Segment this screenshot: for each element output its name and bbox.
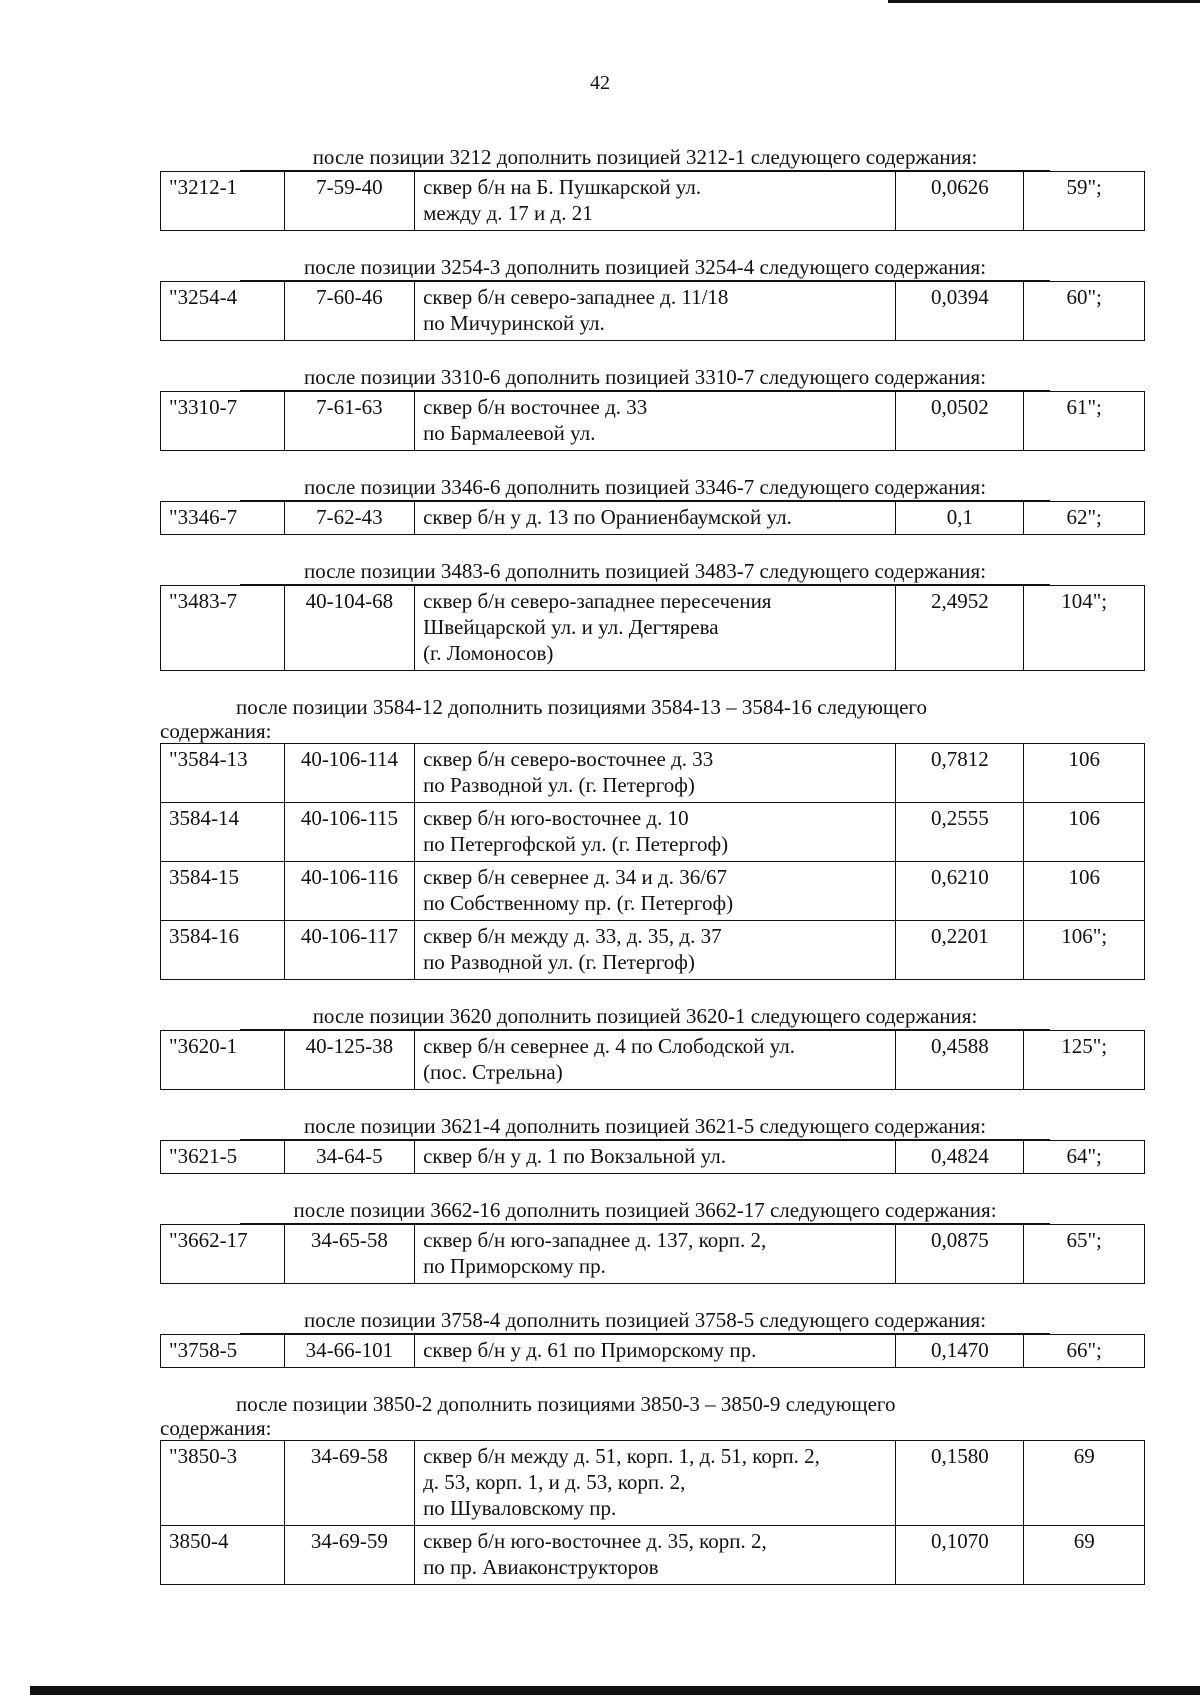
instruction-word: 3584-12 (372, 695, 443, 719)
table-row (161, 862, 1145, 921)
area-cell: 0,1 (896, 502, 1024, 535)
entries-table (160, 1440, 1145, 1585)
amendment-section (160, 1308, 1145, 1368)
amendment-instruction: после позиции 3254-3 дополнить позицией 3254-4 следующего содержания: (240, 255, 1050, 281)
description-line: по Приморскому пр. (423, 1254, 606, 1278)
registry-code-cell: 34-69-59 (284, 1526, 414, 1585)
area-cell: 0,7812 (896, 744, 1024, 803)
area-cell: 0,1580 (896, 1441, 1024, 1526)
registry-code-cell: 7-60-46 (284, 282, 414, 341)
position-number-cell: "3212-1 (161, 172, 285, 231)
position-number-cell: 3584-16 (161, 921, 285, 980)
instruction-word: 3850-3 – 3850-9 (640, 1392, 781, 1416)
instruction-word: после (236, 695, 288, 719)
description-line: между д. 17 и д. 21 (423, 201, 593, 225)
description-line: сквер б/н северо-западнее д. 11/18 (423, 285, 729, 309)
description-cell (415, 1441, 896, 1526)
description-line: сквер б/н между д. 33, д. 35, д. 37 (423, 924, 722, 948)
table-row (161, 392, 1145, 451)
description-line: сквер б/н между д. 51, корп. 1, д. 51, корп. 2, (423, 1444, 820, 1468)
position-number-cell: 3584-15 (161, 862, 285, 921)
reference-cell: 65"; (1024, 1225, 1145, 1284)
table-row (161, 744, 1145, 803)
registry-code-cell: 40-125-38 (284, 1031, 414, 1090)
area-cell: 0,6210 (896, 862, 1024, 921)
area-cell: 0,1070 (896, 1526, 1024, 1585)
description-cell (415, 862, 896, 921)
instruction-word: дополнить (437, 1392, 532, 1416)
instruction-word: следующего (785, 1392, 896, 1416)
area-cell: 0,1470 (896, 1335, 1024, 1368)
position-number-cell: "3662-17 (161, 1225, 285, 1284)
instruction-word: позиции (292, 1392, 368, 1416)
description-cell (415, 921, 896, 980)
entries-table (160, 171, 1145, 231)
description-line: сквер б/н у д. 13 по Ораниенбаумской ул. (423, 505, 792, 529)
entries-table (160, 743, 1145, 980)
instruction-word: позициями (547, 695, 646, 719)
instruction-word: 3850-2 (372, 1392, 433, 1416)
description-line: по Собственному пр. (г. Петергоф) (423, 891, 734, 915)
entries-table (160, 281, 1145, 341)
amendment-instruction: после позиции 3310-6 дополнить позицией 3310-7 следующего содержания: (240, 365, 1050, 391)
table-row (161, 502, 1145, 535)
registry-code-cell: 40-104-68 (284, 586, 414, 671)
instruction-word: позиции (292, 695, 368, 719)
instruction-word: после (236, 1392, 288, 1416)
description-cell (415, 1141, 896, 1174)
description-line: сквер б/н восточнее д. 33 (423, 395, 648, 419)
entries-table (160, 501, 1145, 535)
description-line: сквер б/н у д. 61 по Приморскому пр. (423, 1338, 757, 1362)
description-line: сквер б/н юго-восточнее д. 10 (423, 806, 689, 830)
position-number-cell: 3850-4 (161, 1526, 285, 1585)
description-cell (415, 502, 896, 535)
registry-code-cell: 40-106-114 (284, 744, 414, 803)
position-number-cell: 3584-14 (161, 803, 285, 862)
description-line: по Петергофской ул. (г. Петергоф) (423, 832, 729, 856)
description-cell (415, 586, 896, 671)
description-cell (415, 1225, 896, 1284)
area-cell: 0,4824 (896, 1141, 1024, 1174)
amendment-section (160, 559, 1145, 671)
position-number-cell: "3310-7 (161, 392, 285, 451)
description-line: д. 53, корп. 1, и д. 53, корп. 2, (423, 1470, 686, 1494)
table-row (161, 282, 1145, 341)
reference-cell: 106 (1024, 862, 1145, 921)
description-line: по Бармалеевой ул. (423, 421, 596, 445)
reference-cell: 64"; (1024, 1141, 1145, 1174)
reference-cell: 106"; (1024, 921, 1145, 980)
registry-code-cell: 7-62-43 (284, 502, 414, 535)
table-row (161, 1441, 1145, 1526)
reference-cell: 62"; (1024, 502, 1145, 535)
amendment-instruction (160, 695, 1145, 743)
table-row (161, 586, 1145, 671)
area-cell: 0,4588 (896, 1031, 1024, 1090)
description-cell (415, 392, 896, 451)
description-line: сквер б/н севернее д. 34 и д. 36/67 (423, 865, 728, 889)
table-row (161, 921, 1145, 980)
amendment-section (160, 695, 1145, 980)
entries-table (160, 585, 1145, 671)
registry-code-cell: 34-64-5 (284, 1141, 414, 1174)
description-line: Швейцарской ул. и ул. Дегтярева (423, 615, 719, 639)
area-cell: 0,0875 (896, 1225, 1024, 1284)
amendment-instruction: после позиции 3758-4 дополнить позицией 3758-5 следующего содержания: (240, 1308, 1050, 1334)
amendment-section (160, 365, 1145, 451)
description-line: по Разводной ул. (г. Петергоф) (423, 773, 695, 797)
reference-cell: 59"; (1024, 172, 1145, 231)
area-cell: 0,0626 (896, 172, 1024, 231)
amendment-instruction: после позиции 3212 дополнить позицией 3212-1 следующего содержания: (240, 145, 1050, 171)
registry-code-cell: 40-106-115 (284, 803, 414, 862)
description-line: сквер б/н у д. 1 по Вокзальной ул. (423, 1144, 726, 1168)
registry-code-cell: 7-61-63 (284, 392, 414, 451)
registry-code-cell: 34-69-58 (284, 1441, 414, 1526)
reference-cell: 69 (1024, 1441, 1145, 1526)
position-number-cell: "3850-3 (161, 1441, 285, 1526)
position-number-cell: "3758-5 (161, 1335, 285, 1368)
instruction-word: 3584-13 – 3584-16 (650, 695, 812, 719)
description-cell (415, 803, 896, 862)
description-line: по Разводной ул. (г. Петергоф) (423, 950, 695, 974)
amendment-section (160, 1198, 1145, 1284)
bottom-edge-line (30, 1686, 1200, 1695)
area-cell: 0,0394 (896, 282, 1024, 341)
instruction-word: позициями (537, 1392, 636, 1416)
table-row (161, 1031, 1145, 1090)
table-row (161, 803, 1145, 862)
registry-code-cell: 34-65-58 (284, 1225, 414, 1284)
amendment-section (160, 145, 1145, 231)
area-cell: 2,4952 (896, 586, 1024, 671)
reference-cell: 66"; (1024, 1335, 1145, 1368)
amendment-instruction: после позиции 3662-16 дополнить позицией 3662-17 следующего содержания: (240, 1198, 1050, 1224)
registry-code-cell: 34-66-101 (284, 1335, 414, 1368)
amendment-section (160, 1004, 1145, 1090)
top-edge-line (888, 0, 1200, 3)
entries-table (160, 1224, 1145, 1284)
description-line: сквер б/н северо-восточнее д. 33 (423, 747, 714, 771)
description-line: сквер б/н северо-западнее пересечения (423, 589, 772, 613)
instruction-tail: содержания: (160, 1416, 272, 1440)
table-row (161, 1526, 1145, 1585)
registry-code-cell: 7-59-40 (284, 172, 414, 231)
reference-cell: 106 (1024, 803, 1145, 862)
entries-table (160, 1334, 1145, 1368)
instruction-word: дополнить (448, 695, 543, 719)
table-row (161, 1141, 1145, 1174)
amendment-section (160, 1392, 1145, 1585)
document-body (160, 145, 1145, 1609)
description-line: сквер б/н на Б. Пушкарской ул. (423, 175, 702, 199)
entries-table (160, 1140, 1145, 1174)
description-cell (415, 1526, 896, 1585)
reference-cell: 60"; (1024, 282, 1145, 341)
description-cell (415, 744, 896, 803)
instruction-tail: содержания: (160, 719, 272, 743)
description-cell (415, 172, 896, 231)
reference-cell: 125"; (1024, 1031, 1145, 1090)
position-number-cell: "3483-7 (161, 586, 285, 671)
description-cell (415, 1031, 896, 1090)
area-cell: 0,0502 (896, 392, 1024, 451)
amendment-section (160, 1114, 1145, 1174)
reference-cell: 104"; (1024, 586, 1145, 671)
entries-table (160, 391, 1145, 451)
position-number-cell: "3346-7 (161, 502, 285, 535)
description-line: сквер б/н юго-восточнее д. 35, корп. 2, (423, 1529, 767, 1553)
position-number-cell: "3254-4 (161, 282, 285, 341)
position-number-cell: "3621-5 (161, 1141, 285, 1174)
position-number-cell: "3584-13 (161, 744, 285, 803)
entries-table (160, 1030, 1145, 1090)
position-number-cell: "3620-1 (161, 1031, 285, 1090)
amendment-instruction: после позиции 3621-4 дополнить позицией 3621-5 следующего содержания: (240, 1114, 1050, 1140)
reference-cell: 106 (1024, 744, 1145, 803)
registry-code-cell: 40-106-116 (284, 862, 414, 921)
area-cell: 0,2201 (896, 921, 1024, 980)
reference-cell: 69 (1024, 1526, 1145, 1585)
amendment-section (160, 475, 1145, 535)
amendment-instruction (160, 1392, 1145, 1440)
page-number: 42 (590, 72, 610, 94)
description-cell (415, 1335, 896, 1368)
table-row (161, 1335, 1145, 1368)
area-cell: 0,2555 (896, 803, 1024, 862)
description-line: (пос. Стрельна) (423, 1060, 563, 1084)
description-cell (415, 282, 896, 341)
amendment-section (160, 255, 1145, 341)
description-line: (г. Ломоносов) (423, 641, 554, 665)
registry-code-cell: 40-106-117 (284, 921, 414, 980)
description-line: сквер б/н севернее д. 4 по Слободской ул. (423, 1034, 796, 1058)
amendment-instruction: после позиции 3346-6 дополнить позицией 3346-7 следующего содержания: (240, 475, 1050, 501)
reference-cell: 61"; (1024, 392, 1145, 451)
amendment-instruction: после позиции 3483-6 дополнить позицией 3483-7 следующего содержания: (240, 559, 1050, 585)
description-line: по пр. Авиаконструкторов (423, 1555, 659, 1579)
table-row (161, 172, 1145, 231)
table-row (161, 1225, 1145, 1284)
amendment-instruction: после позиции 3620 дополнить позицией 3620-1 следующего содержания: (240, 1004, 1050, 1030)
description-line: по Мичуринской ул. (423, 311, 605, 335)
description-line: по Шуваловскому пр. (423, 1496, 617, 1520)
instruction-word: следующего (817, 695, 927, 719)
description-line: сквер б/н юго-западнее д. 137, корп. 2, (423, 1228, 767, 1252)
